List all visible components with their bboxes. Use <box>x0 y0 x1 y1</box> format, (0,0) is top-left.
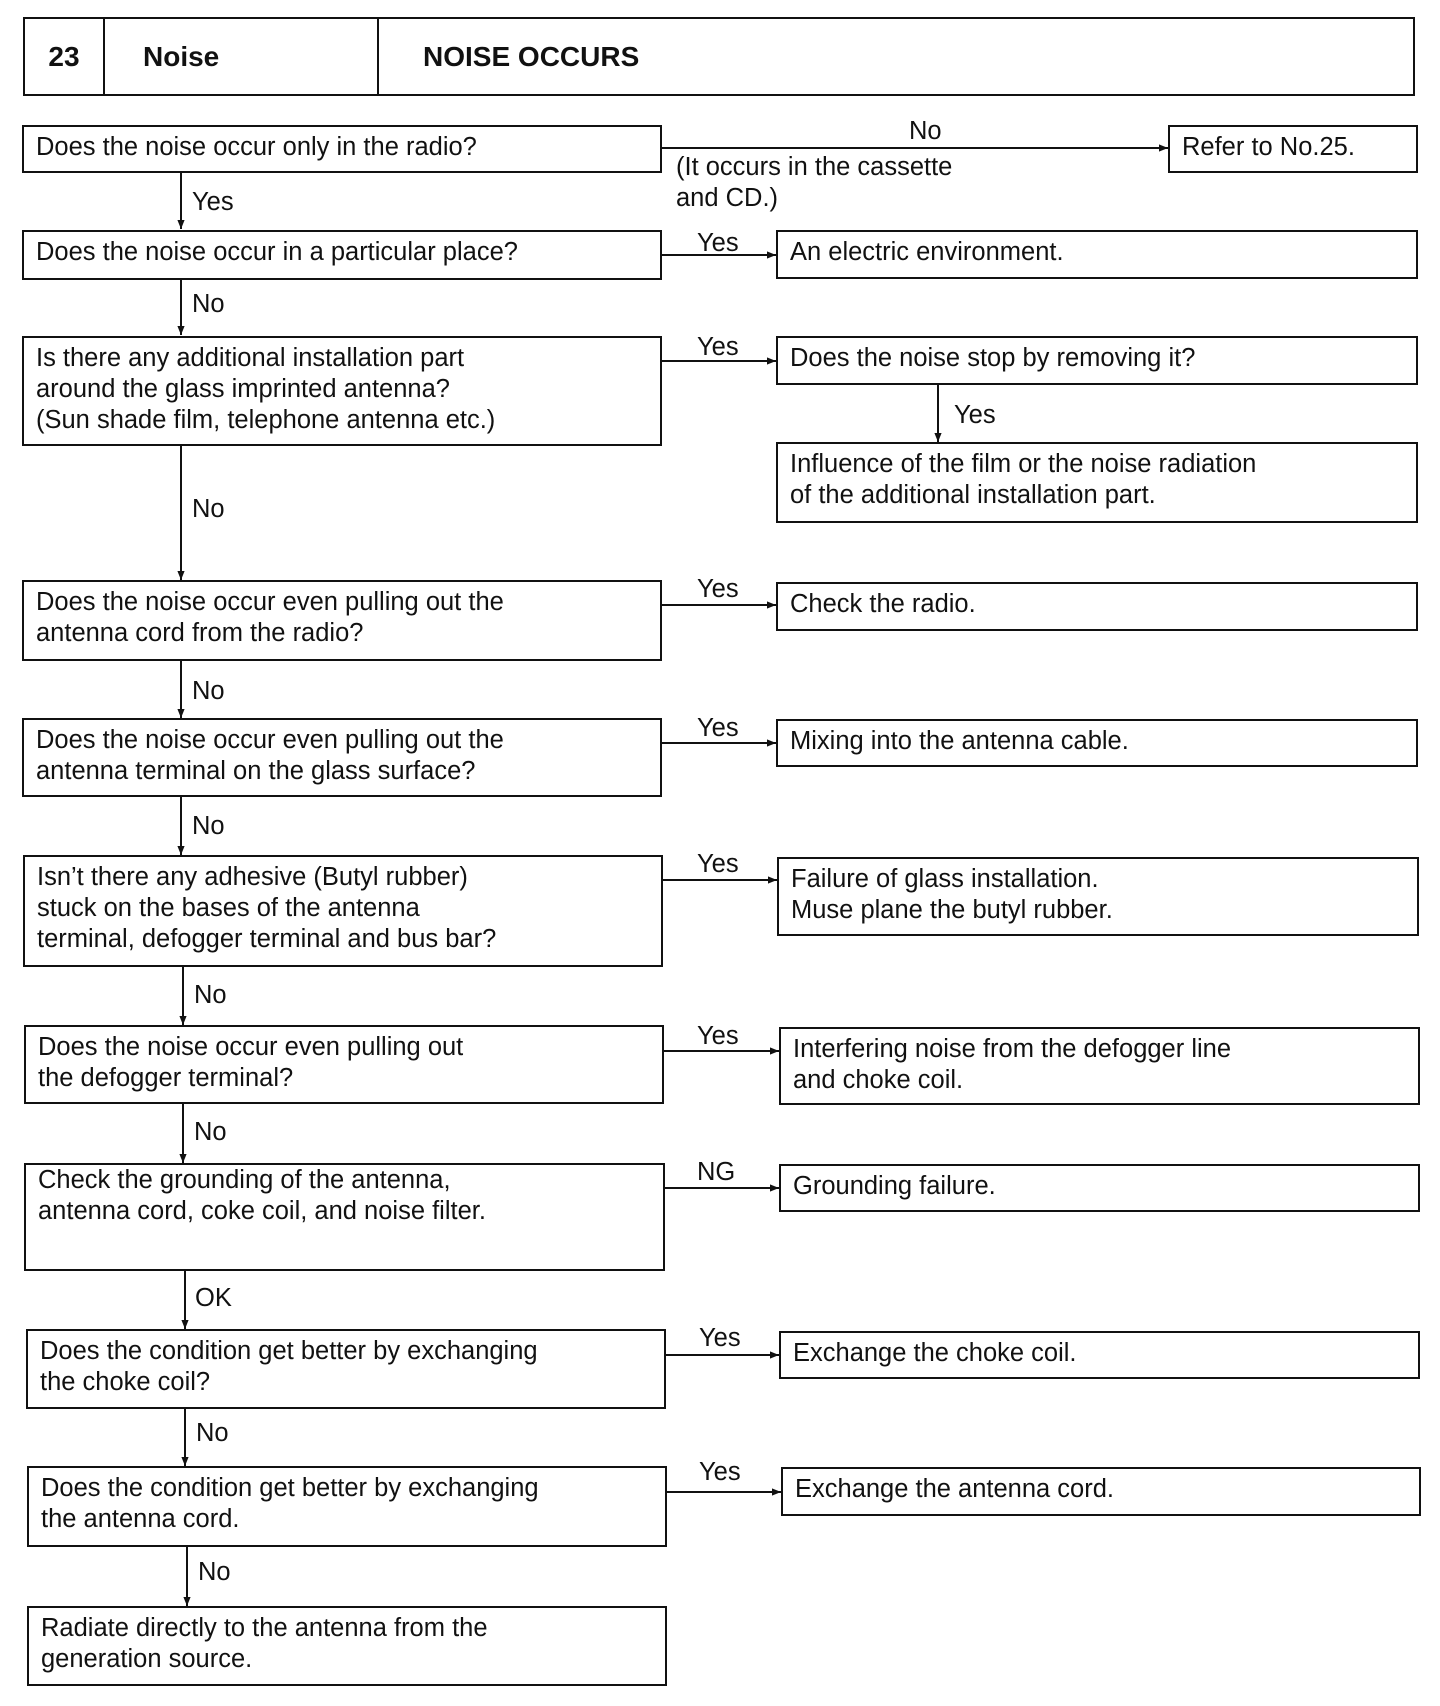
label-yes: Yes <box>697 714 739 742</box>
question-radio-only: Does the noise occur only in the radio? <box>22 125 662 173</box>
result-exchange-choke-coil: Exchange the choke coil. <box>779 1331 1420 1379</box>
question-butyl-rubber: Isn’t there any adhesive (Butyl rubber) stuck on the bases of the antenna terminal, defogger terminal and bus bar? <box>23 855 663 967</box>
page-title: NOISE OCCURS <box>423 40 640 72</box>
result-radiate-directly: Radiate directly to the antenna from the generation source. <box>27 1606 667 1686</box>
result-check-radio: Check the radio. <box>776 582 1418 631</box>
label-yes: Yes <box>699 1458 741 1486</box>
question-antenna-terminal: Does the noise occur even pulling out the antenna terminal on the glass surface? <box>22 718 662 797</box>
label-yes: Yes <box>697 1022 739 1050</box>
result-antenna-cable: Mixing into the antenna cable. <box>776 719 1418 767</box>
label-no: No <box>194 1118 227 1146</box>
label-no: No <box>194 981 227 1009</box>
question-antenna-cord-exchange: Does the condition get better by exchanging the antenna cord. <box>27 1466 667 1547</box>
category-label: Noise <box>105 19 379 94</box>
label-yes: Yes <box>699 1324 741 1352</box>
label-no: No <box>196 1419 229 1447</box>
result-film-influence: Influence of the film or the noise radiation of the additional installation part. <box>776 442 1418 523</box>
label-ng: NG <box>697 1158 736 1186</box>
label-yes: Yes <box>697 850 739 878</box>
label-yes: Yes <box>954 401 996 429</box>
label-no: No <box>192 812 225 840</box>
label-no: No <box>192 495 225 523</box>
label-yes: Yes <box>697 575 739 603</box>
label-no: No <box>192 290 225 318</box>
question-additional-part: Is there any additional installation part around the glass imprinted antenna? (Sun shade film, telephone antenna etc.) <box>22 336 662 446</box>
label-yes: Yes <box>192 188 234 216</box>
label-no: No <box>909 117 942 145</box>
question-particular-place: Does the noise occur in a particular place? <box>22 230 662 280</box>
label-no: No <box>192 677 225 705</box>
result-exchange-antenna-cord: Exchange the antenna cord. <box>781 1467 1421 1516</box>
result-defogger-noise: Interfering noise from the defogger line and choke coil. <box>779 1027 1420 1105</box>
result-grounding-failure: Grounding failure. <box>779 1164 1420 1212</box>
question-choke-coil: Does the condition get better by exchanging the choke coil? <box>26 1329 666 1409</box>
result-electric-environment: An electric environment. <box>776 230 1418 279</box>
label-yes: Yes <box>697 229 739 257</box>
label-yes: Yes <box>697 333 739 361</box>
label-no: No <box>198 1558 231 1586</box>
result-glass-installation: Failure of glass installation. Muse plane the butyl rubber. <box>777 857 1419 936</box>
result-refer-no25: Refer to No.25. <box>1168 125 1418 173</box>
question-defogger-terminal: Does the noise occur even pulling out the defogger terminal? <box>24 1025 664 1104</box>
step-number: 23 <box>25 19 105 94</box>
label-ok: OK <box>195 1284 232 1312</box>
check-grounding: Check the grounding of the antenna, antenna cord, coke coil, and noise filter. <box>24 1163 665 1271</box>
question-antenna-cord: Does the noise occur even pulling out the antenna cord from the radio? <box>22 580 662 661</box>
question-stop-by-removing: Does the noise stop by removing it? <box>776 336 1418 385</box>
note-cassette-cd: (It occurs in the cassette and CD.) <box>676 153 953 212</box>
